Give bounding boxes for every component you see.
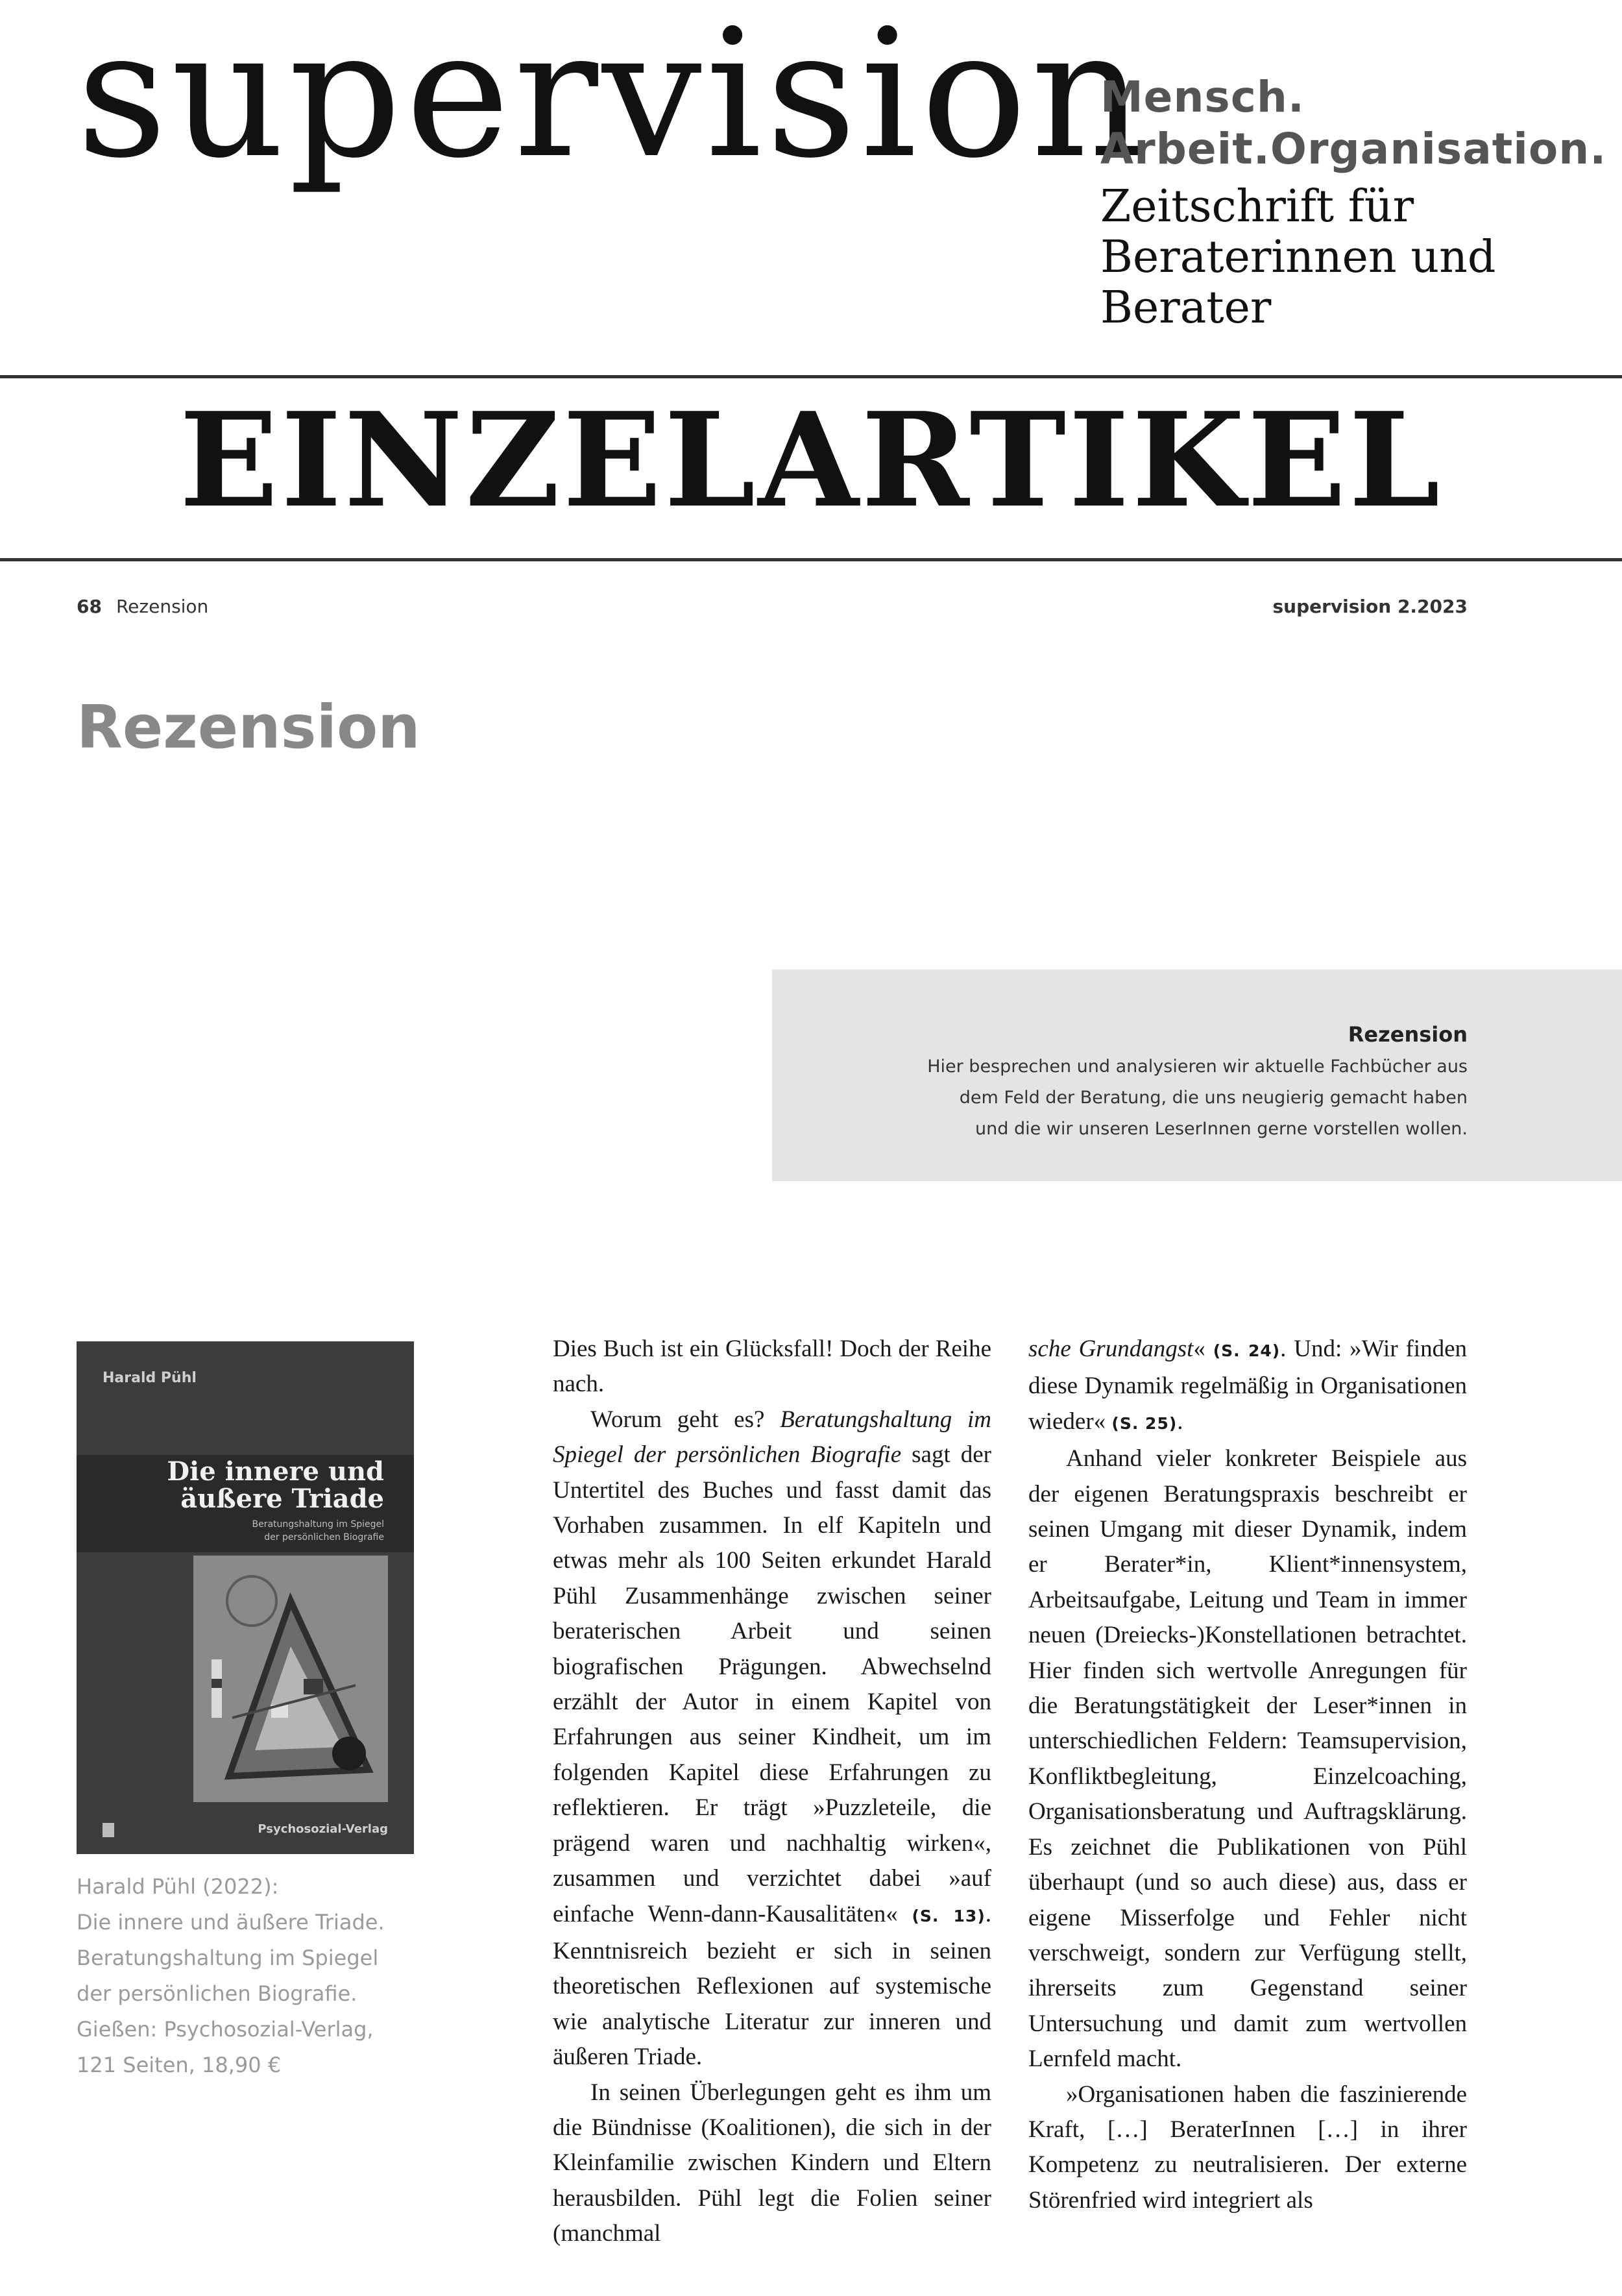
- article-text: sagt der Untertitel des Buches und fasst damit das Vorhaben zusammen. In elf Kapiteln und etwas mehr als 100 Seiten erkundet Harald Pühl Zusammenhänge zwischen seiner beraterischen Arbeit und seinen biografischen Prägungen. Abwechselnd erzählt der Autor in einem Kapitel von Erfahrungen aus seiner Kindheit, um im folgenden Kapitel diese Erfahrungen zu reflektieren. Er trägt »Puzzleteile, die prägend waren und nachhaltig wirken«, zusammen und verzichtet dabei »auf einfache Wenn-dann-Kausalitäten«: [553, 1441, 991, 1927]
- article-text: Worum geht es?: [590, 1406, 781, 1433]
- triangle-artwork-icon: [193, 1556, 388, 1802]
- tagline-line: Arbeit.Organisation.: [1100, 124, 1607, 174]
- subtitle-line: Zeitschrift für: [1100, 181, 1414, 232]
- page-header-journal: supervision 2.2023: [1272, 596, 1468, 617]
- info-box-line: und die wir unseren LeserInnen gerne vorstellen wollen.: [975, 1119, 1468, 1139]
- article-emphasis: Beratungshaltung im Spiegel der persönlichen Biografie: [553, 1406, 991, 1469]
- cover-publisher: Psychosozial-Verlag: [258, 1822, 388, 1836]
- book-caption: [77, 1869, 440, 2083]
- subtitle-line: Berater: [1100, 282, 1272, 334]
- cover-subtitle-line: der persönlichen Biografie: [264, 1532, 384, 1543]
- section-title: Rezension: [77, 692, 420, 762]
- cover-artwork: [193, 1556, 388, 1802]
- subtitle-line: Beraterinnen und: [1100, 232, 1496, 283]
- cover-subtitle: [252, 1518, 384, 1544]
- publisher-logo-icon: [103, 1823, 114, 1837]
- article-paragraph: »Organisationen haben die faszinierende Kraft, […] BeraterInnen […] in ihrer Kompetenz zu neutralisieren. Der externe Störenfried wird integriert als: [1028, 2081, 1467, 2214]
- caption-line: der persönlichen Biografie.: [77, 1981, 357, 2006]
- bottom-divider: [0, 558, 1622, 561]
- top-divider: [0, 375, 1622, 378]
- caption-line: Harald Pühl (2022):: [77, 1874, 279, 1899]
- book-cover-image: [77, 1341, 414, 1854]
- tagline-line: Mensch.: [1100, 72, 1305, 122]
- cover-title-line: Die innere und: [167, 1456, 384, 1487]
- page-header-left: [77, 596, 208, 617]
- caption-line: 121 Seiten, 18,90 €: [77, 2053, 282, 2077]
- caption-line: Gießen: Psychosozial-Verlag,: [77, 2017, 374, 2042]
- cover-title: [167, 1458, 384, 1513]
- article-paragraph: Dies Buch ist ein Glücksfall! Doch der Reihe nach.: [553, 1336, 991, 1398]
- article-text: .: [1177, 1408, 1183, 1435]
- journal-logo-title: supervision: [77, 0, 1149, 197]
- page-reference: (S. 24): [1213, 1341, 1281, 1360]
- article-text: . Kenntnisreich bezieht er sich in seinen theoretischen Reflexionen auf systemische wie analytische Literatur zur inneren und äußeren Triade.: [553, 1900, 991, 2071]
- journal-tagline: [1100, 71, 1606, 175]
- cover-author: Harald Pühl: [103, 1370, 197, 1386]
- article-paragraph: Anhand vieler konkreter Beispiele aus der eigenen Beratungspraxis beschreibt er seinen Umgang mit dieser Dynamik, indem er Berater*in, Klient*innensystem, Arbeitsaufgabe, Leitung und Team in immer neuen (Dreiecks-)Konstellationen betrachtet. Hier finden sich wertvolle Anregungen für die Beratungstätigkeit der Leser*innen in unterschiedlichen Feldern: Teamsupervision, Konfliktbegleitung, Einzelcoaching, Organisationsberatung und Auftragsklärung. Es zeichnet die Publikationen von Pühl überhaupt (und so auch diese) aus, dass er eigene Misserfolge und Fehler nicht verschweigt, sondern zur Verfügung stellt, ihrerseits zum Gegenstand seiner Untersuchung und damit zum wertvollen Lernfeld macht.: [1028, 1445, 1467, 2073]
- page-number: 68: [77, 596, 102, 617]
- info-box-heading: Rezension: [1348, 1022, 1468, 1047]
- article-column-2: [1028, 1332, 1467, 2218]
- rezension-info-box: [772, 970, 1622, 1181]
- info-box-line: dem Feld der Beratung, die uns neugierig gemacht haben: [959, 1088, 1468, 1108]
- page-reference: (S. 13): [912, 1906, 986, 1925]
- article-emphasis: sche Grundangst: [1028, 1336, 1194, 1362]
- page-reference: (S. 25): [1111, 1413, 1178, 1433]
- article-paragraph: In seinen Überlegungen geht es ihm um die Bündnisse (Koalitionen), die sich in der Kleinfamilie zwischen Kindern und Eltern herausbilden. Pühl legt die Folien seiner (manchmal: [553, 2079, 991, 2247]
- cover-subtitle-line: Beratungshaltung im Spiegel: [252, 1519, 384, 1530]
- caption-line: Beratungshaltung im Spiegel: [77, 1946, 379, 1970]
- article-text: «: [1193, 1336, 1213, 1362]
- article-column-1: [553, 1332, 991, 2252]
- article-paragraph: [553, 1402, 991, 2075]
- article-paragraph: [1028, 1332, 1467, 1441]
- page-section: Rezension: [115, 596, 209, 617]
- caption-line: Die innere und äußere Triade.: [77, 1910, 385, 1935]
- journal-subtitle: [1100, 182, 1495, 334]
- cover-title-line: äußere Triade: [180, 1484, 384, 1514]
- einzelartikel-banner: EINZELARTIKEL: [179, 384, 1443, 537]
- info-box-line: Hier besprechen und analysieren wir aktuelle Fachbücher aus: [927, 1056, 1468, 1077]
- article-text: . Und: »Wir finden diese Dynamik regelmäßig in Organisationen wieder«: [1028, 1336, 1467, 1435]
